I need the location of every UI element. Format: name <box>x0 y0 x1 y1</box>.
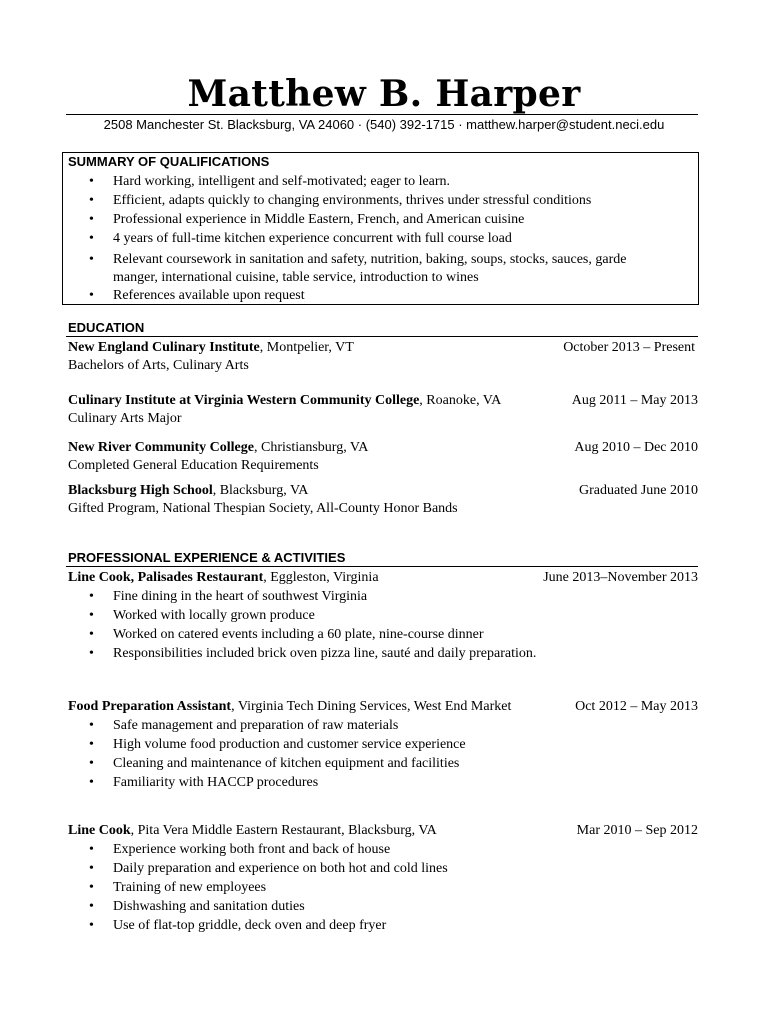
job-bullet: • Worked on catered events including a 60 plate, nine-course dinner <box>89 627 484 642</box>
education-entry-detail: Gifted Program, National Thespian Society, All-County Honor Bands <box>68 501 458 516</box>
job-bullet: • Use of flat-top griddle, deck oven and deep fryer <box>89 918 387 933</box>
job-bullet: • Safe management and preparation of raw materials <box>89 718 399 733</box>
education-entry-title: Blacksburg High School, Blacksburg, VA <box>68 483 309 498</box>
bullet-icon: • <box>89 212 94 227</box>
job-title: Line Cook, Pita Vera Middle Eastern Restaurant, Blacksburg, VA <box>68 823 437 838</box>
summary-item: • Hard working, intelligent and self-motivated; eager to learn. <box>89 174 451 189</box>
bullet-icon: • <box>89 646 94 661</box>
summary-item: • 4 years of full-time kitchen experience concurrent with full course load <box>89 231 512 246</box>
job-date: Mar 2010 – Sep 2012 <box>576 823 698 838</box>
bullet-icon: • <box>89 174 94 189</box>
bullet-icon: • <box>89 193 94 208</box>
bullet-icon: • <box>89 627 94 642</box>
education-entry-title: New England Culinary Institute, Montpelier, VT <box>68 340 354 355</box>
bullet-icon: • <box>89 718 94 733</box>
job-bullet: • Fine dining in the heart of southwest Virginia <box>89 589 368 604</box>
experience-heading: PROFESSIONAL EXPERIENCE & ACTIVITIES <box>68 550 346 565</box>
education-entry-detail: Completed General Education Requirements <box>68 458 319 473</box>
education-heading: EDUCATION <box>68 320 145 335</box>
job-bullet: • Training of new employees <box>89 880 267 895</box>
summary-item: • Efficient, adapts quickly to changing environments, thrives under stressful conditions <box>89 193 592 208</box>
job-bullet: • High volume food production and customer service experience <box>89 737 466 752</box>
summary-item: • Professional experience in Middle Eastern, French, and American cuisine <box>89 212 525 227</box>
summary-item: • References available upon request <box>89 288 305 303</box>
education-entry-title: Culinary Institute at Virginia Western Community College, Roanoke, VA <box>68 393 502 408</box>
bullet-icon: • <box>89 231 94 246</box>
bullet-icon: • <box>89 775 94 790</box>
job-bullet: • Responsibilities included brick oven pizza line, sauté and daily preparation. <box>89 646 537 661</box>
bullet-icon: • <box>89 756 94 771</box>
job-bullet: • Dishwashing and sanitation duties <box>89 899 305 914</box>
header-divider <box>66 114 698 115</box>
job-date: June 2013–November 2013 <box>543 570 698 585</box>
education-entry-detail: Bachelors of Arts, Culinary Arts <box>68 358 249 373</box>
education-entry-date: Aug 2010 – Dec 2010 <box>574 440 698 455</box>
summary-item: • Relevant coursework in sanitation and safety, nutrition, baking, soups, stocks, sauces, garde <box>89 252 627 267</box>
summary-heading: SUMMARY OF QUALIFICATIONS <box>68 154 270 169</box>
education-entry-date: Graduated June 2010 <box>579 483 698 498</box>
summary-item-continuation: manger, international cuisine, table service, introduction to wines <box>113 270 479 285</box>
education-entry-date: October 2013 – Present <box>563 340 695 355</box>
bullet-icon: • <box>89 899 94 914</box>
bullet-icon: • <box>89 252 94 267</box>
job-bullet: • Experience working both front and back of house <box>89 842 391 857</box>
experience-divider <box>66 566 698 567</box>
bullet-icon: • <box>89 737 94 752</box>
bullet-icon: • <box>89 918 94 933</box>
job-bullet: • Daily preparation and experience on both hot and cold lines <box>89 861 448 876</box>
education-divider <box>66 336 698 337</box>
job-title: Line Cook, Palisades Restaurant, Eggleston, Virginia <box>68 570 379 585</box>
job-bullet: • Cleaning and maintenance of kitchen equipment and facilities <box>89 756 460 771</box>
bullet-icon: • <box>89 880 94 895</box>
job-title: Food Preparation Assistant, Virginia Tech Dining Services, West End Market <box>68 699 512 714</box>
bullet-icon: • <box>89 288 94 303</box>
job-date: Oct 2012 – May 2013 <box>575 699 698 714</box>
bullet-icon: • <box>89 589 94 604</box>
education-entry-date: Aug 2011 – May 2013 <box>571 393 698 408</box>
contact-info: 2508 Manchester St. Blacksburg, VA 24060 · (540) 392-1715 · matthew.harper@student.neci.edu <box>103 117 665 132</box>
job-bullet: • Familiarity with HACCP procedures <box>89 775 319 790</box>
bullet-icon: • <box>89 861 94 876</box>
resume-name: Matthew B. Harper <box>187 73 581 115</box>
job-bullet: • Worked with locally grown produce <box>89 608 315 623</box>
bullet-icon: • <box>89 842 94 857</box>
education-entry-title: New River Community College, Christiansburg, VA <box>68 440 369 455</box>
bullet-icon: • <box>89 608 94 623</box>
education-entry-detail: Culinary Arts Major <box>68 411 182 426</box>
